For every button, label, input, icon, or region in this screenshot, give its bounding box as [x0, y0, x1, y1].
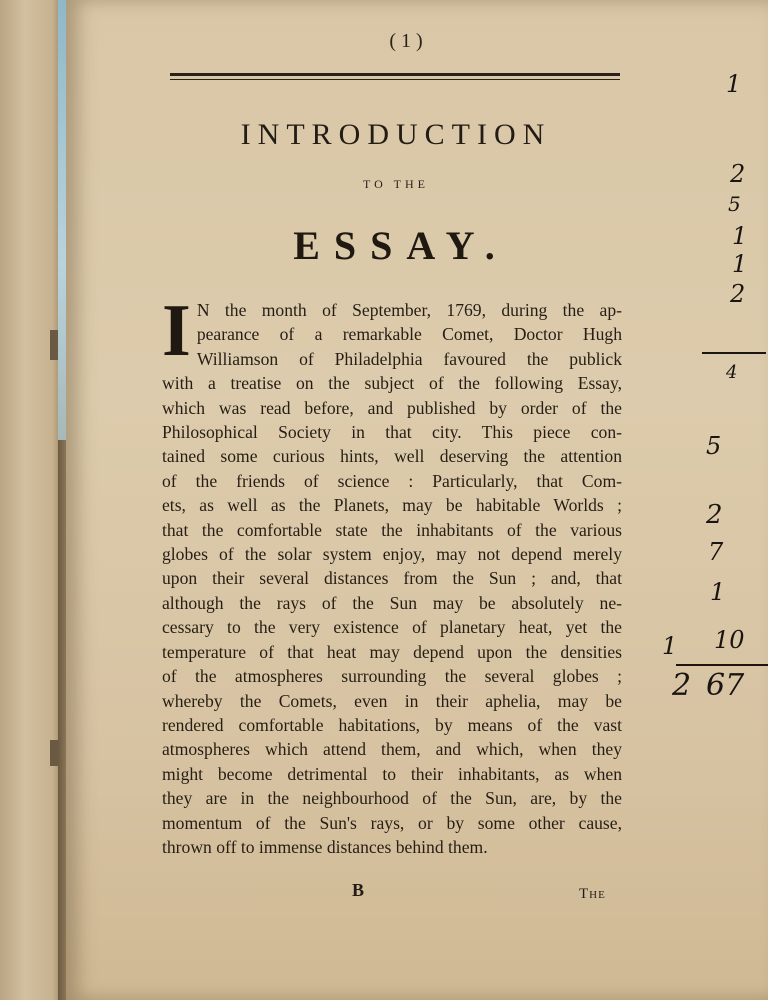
text-line: of the atmospheres surrounding the several globes ;	[162, 666, 622, 687]
margin-note: 1	[726, 70, 742, 98]
margin-note: 2	[706, 500, 723, 530]
margin-note: 1	[732, 250, 748, 278]
text-line: temperature of that heat may depend upon the densities	[162, 641, 622, 662]
signature-mark: B	[352, 880, 365, 900]
text-line: might become detrimental to their inhabitants, as when	[162, 763, 622, 784]
heading-introduction: INTRODUCTION	[240, 118, 552, 151]
text-line: they are in the neighbourhood of the Sun, are, by the	[162, 788, 622, 809]
margin-note: 1	[732, 222, 748, 250]
text-line: N the month of September, 1769, during the ap-	[196, 300, 622, 320]
margin-note: 67	[706, 668, 745, 703]
opening-paragraph	[162, 298, 622, 371]
heading-essay: ESSAY.	[293, 223, 509, 268]
margin-note: 2	[672, 668, 692, 703]
left-page-edge	[0, 0, 62, 1000]
margin-note: 4	[726, 362, 738, 383]
text-line: Philosophical Society in that city. This piece con-	[162, 422, 622, 443]
margin-note: 1	[662, 632, 678, 660]
header-rule-thin	[170, 79, 620, 80]
margin-note: 1	[710, 578, 726, 606]
margin-note: 2	[730, 280, 746, 308]
body-text	[162, 298, 622, 859]
page-number: ( 1 )	[389, 30, 423, 52]
heading-to-the: TO THE	[363, 177, 429, 191]
background-gap	[58, 0, 66, 440]
text-line: tained some curious hints, well deserving the attention	[162, 446, 622, 467]
text-line: cessary to the very existence of planetary heat, yet the	[162, 617, 622, 638]
text-line: whereby the Comets, even in their aphelia, may be	[162, 690, 622, 711]
text-line: pearance of a remarkable Comet, Doctor Hugh	[196, 324, 622, 345]
header-rule-thick	[170, 73, 620, 76]
catchword: The	[579, 886, 606, 902]
text-line: Williamson of Philadelphia favoured the publick	[196, 348, 622, 369]
text-line: atmospheres which attend them, and which, when they	[162, 739, 622, 760]
margin-note: 5	[728, 192, 741, 216]
margin-rule	[676, 664, 768, 666]
margin-note: 2	[730, 160, 746, 188]
text-line: that the comfortable state the inhabitants of the various	[162, 519, 622, 540]
text-line: of the friends of science : Particularly, that Com-	[162, 470, 622, 491]
text-line: although the rays of the Sun may be absolutely ne-	[162, 592, 622, 613]
text-line: upon their several distances from the Sun ; and, that	[162, 568, 622, 589]
background-gap	[58, 440, 66, 1000]
text-line: thrown off to immense distances behind them.	[162, 836, 488, 857]
text-line: with a treatise on the subject of the following Essay,	[162, 373, 622, 394]
text-line: momentum of the Sun's rays, or by some other cause,	[162, 812, 622, 833]
drop-cap: I	[162, 298, 191, 372]
text-line: which was read before, and published by order of the	[162, 397, 622, 418]
book-page	[66, 0, 768, 1000]
text-line: rendered comfortable habitations, by means of the vast	[162, 714, 622, 735]
text-line: ets, as well as the Planets, may be habitable Worlds ;	[162, 495, 622, 516]
text-line: globes of the solar system enjoy, may not depend merely	[162, 544, 622, 565]
margin-note: 7	[708, 538, 724, 566]
margin-note: 5	[706, 432, 722, 460]
margin-note: 10	[714, 626, 745, 654]
margin-rule	[702, 352, 766, 354]
